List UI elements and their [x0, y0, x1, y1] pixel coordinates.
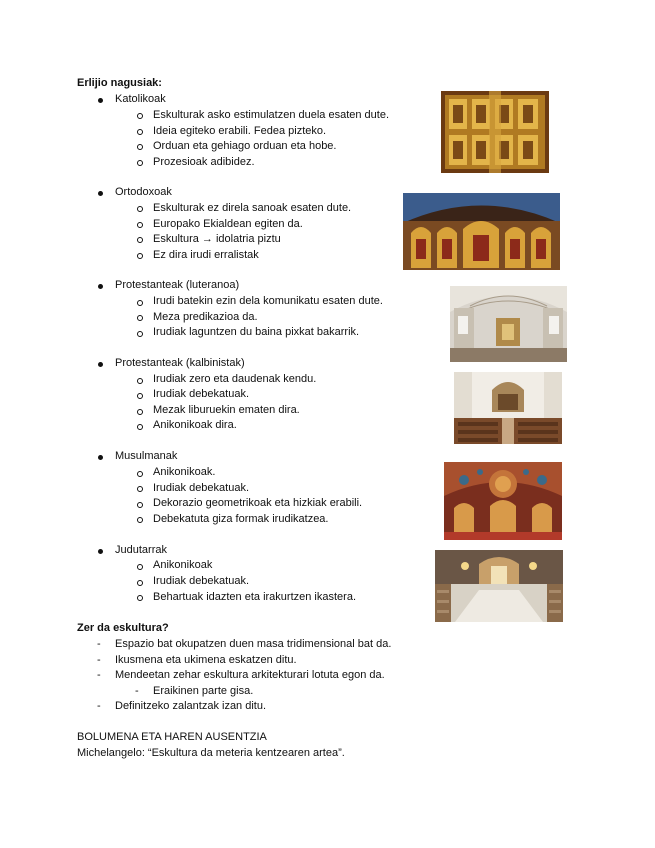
- bullet-dot: [98, 191, 103, 196]
- list-item: Dekorazio geometrikoak eta hizkiak erabili.: [153, 497, 363, 509]
- religion-name-kalbinistak: Protestanteak (kalbinistak): [115, 357, 245, 369]
- list-item: Ez dira irudi erralistak: [153, 249, 259, 261]
- lutheran-church-image: [450, 286, 567, 362]
- list-item: Irudiak debekatuak.: [153, 388, 250, 400]
- religion-name-katolikoak: Katolikoak: [115, 93, 166, 105]
- mosque-interior-image: [444, 462, 562, 540]
- list-item: Orduan eta gehiago orduan eta hobe.: [153, 140, 337, 152]
- bullet-ring: [137, 409, 143, 415]
- list-item: Mezak liburuekin ematen dira.: [153, 404, 300, 416]
- bullet-ring: [137, 393, 143, 399]
- bullet-ring: [137, 424, 143, 430]
- bullet-ring: [137, 129, 143, 135]
- bullet-dot: [98, 455, 103, 460]
- bullet-dot: [98, 549, 103, 554]
- list-subitem: Eraikinen parte gisa.: [153, 685, 254, 697]
- heading-religions: Erlijio nagusiak:: [77, 77, 162, 89]
- religion-name-musulmanak: Musulmanak: [115, 450, 178, 462]
- orthodox-iconostasis-image: [403, 193, 560, 270]
- list-item: Anikonikoak.: [153, 466, 216, 478]
- list-item: Eskulturak asko estimulatzen duela esaten dute.: [153, 109, 390, 121]
- dash-marker: -: [97, 669, 101, 681]
- bullet-ring: [137, 144, 143, 150]
- bullet-ring: [137, 113, 143, 119]
- list-item: Anikonikoak: [153, 559, 213, 571]
- bullet-dot: [98, 284, 103, 289]
- bullet-ring: [137, 595, 143, 601]
- calvinist-church-image: [454, 372, 562, 444]
- list-item: Espazio bat okupatzen duen masa tridimensional bat da.: [115, 638, 392, 650]
- catholic-altarpiece-image: [441, 91, 549, 173]
- religion-name-judutarrak: Judutarrak: [115, 544, 167, 556]
- list-item: Ikusmena eta ukimena eskatzen ditu.: [115, 654, 297, 666]
- bullet-ring: [137, 580, 143, 586]
- bullet-ring: [137, 471, 143, 477]
- list-item: Debekatuta giza formak irudikatzea.: [153, 513, 329, 525]
- list-item: Meza predikazioa da.: [153, 311, 258, 323]
- heading-sculpture: Zer da eskultura?: [77, 622, 169, 634]
- religion-name-ortodoxoak: Ortodoxoak: [115, 186, 172, 198]
- list-item: Irudiak debekatuak.: [153, 575, 250, 587]
- list-item: Irudiak debekatuak.: [153, 482, 250, 494]
- bullet-ring: [137, 253, 143, 259]
- list-item: Definitzeko zalantzak izan ditu.: [115, 700, 267, 712]
- dash-marker: -: [97, 638, 101, 650]
- dash-marker: -: [97, 700, 101, 712]
- bullet-ring: [137, 331, 143, 337]
- bullet-ring: [137, 378, 143, 384]
- dash-marker: -: [135, 685, 139, 697]
- list-item: Eskultura → idolatria piztu: [153, 233, 281, 245]
- bullet-ring: [137, 564, 143, 570]
- bullet-ring: [137, 222, 143, 228]
- list-item: Prozesioak adibidez.: [153, 156, 255, 168]
- list-item: Irudi batekin ezin dela komunikatu esaten dute.: [153, 295, 383, 307]
- bullet-ring: [137, 502, 143, 508]
- dash-marker: -: [97, 654, 101, 666]
- bullet-ring: [137, 486, 143, 492]
- list-item: Anikonikoak dira.: [153, 419, 237, 431]
- list-item: Mendeetan zehar eskultura arkitekturari lotuta egon da.: [115, 669, 385, 681]
- section-title: BOLUMENA ETA HAREN AUSENTZIA: [77, 731, 267, 743]
- list-item: Behartuak idazten eta irakurtzen ikastera.: [153, 591, 357, 603]
- bullet-ring: [137, 237, 143, 243]
- bullet-ring: [137, 300, 143, 306]
- bullet-dot: [98, 362, 103, 367]
- list-item: Ideia egiteko erabili. Fedea pizteko.: [153, 125, 327, 137]
- religion-name-luteranoa: Protestanteak (luteranoa): [115, 279, 240, 291]
- bullet-ring: [137, 315, 143, 321]
- synagogue-interior-image: [435, 550, 563, 622]
- bullet-ring: [137, 206, 143, 212]
- list-item: Irudiak laguntzen du baina pixkat bakarrik.: [153, 326, 360, 338]
- bullet-ring: [137, 517, 143, 523]
- list-item: Europako Ekialdean egiten da.: [153, 218, 303, 230]
- quote-line: Michelangelo: “Eskultura da meteria kentzearen artea”.: [77, 747, 345, 759]
- list-item: Irudiak zero eta daudenak kendu.: [153, 373, 317, 385]
- bullet-dot: [98, 98, 103, 103]
- bullet-ring: [137, 160, 143, 166]
- list-item: Eskulturak ez direla sanoak esaten dute.: [153, 202, 352, 214]
